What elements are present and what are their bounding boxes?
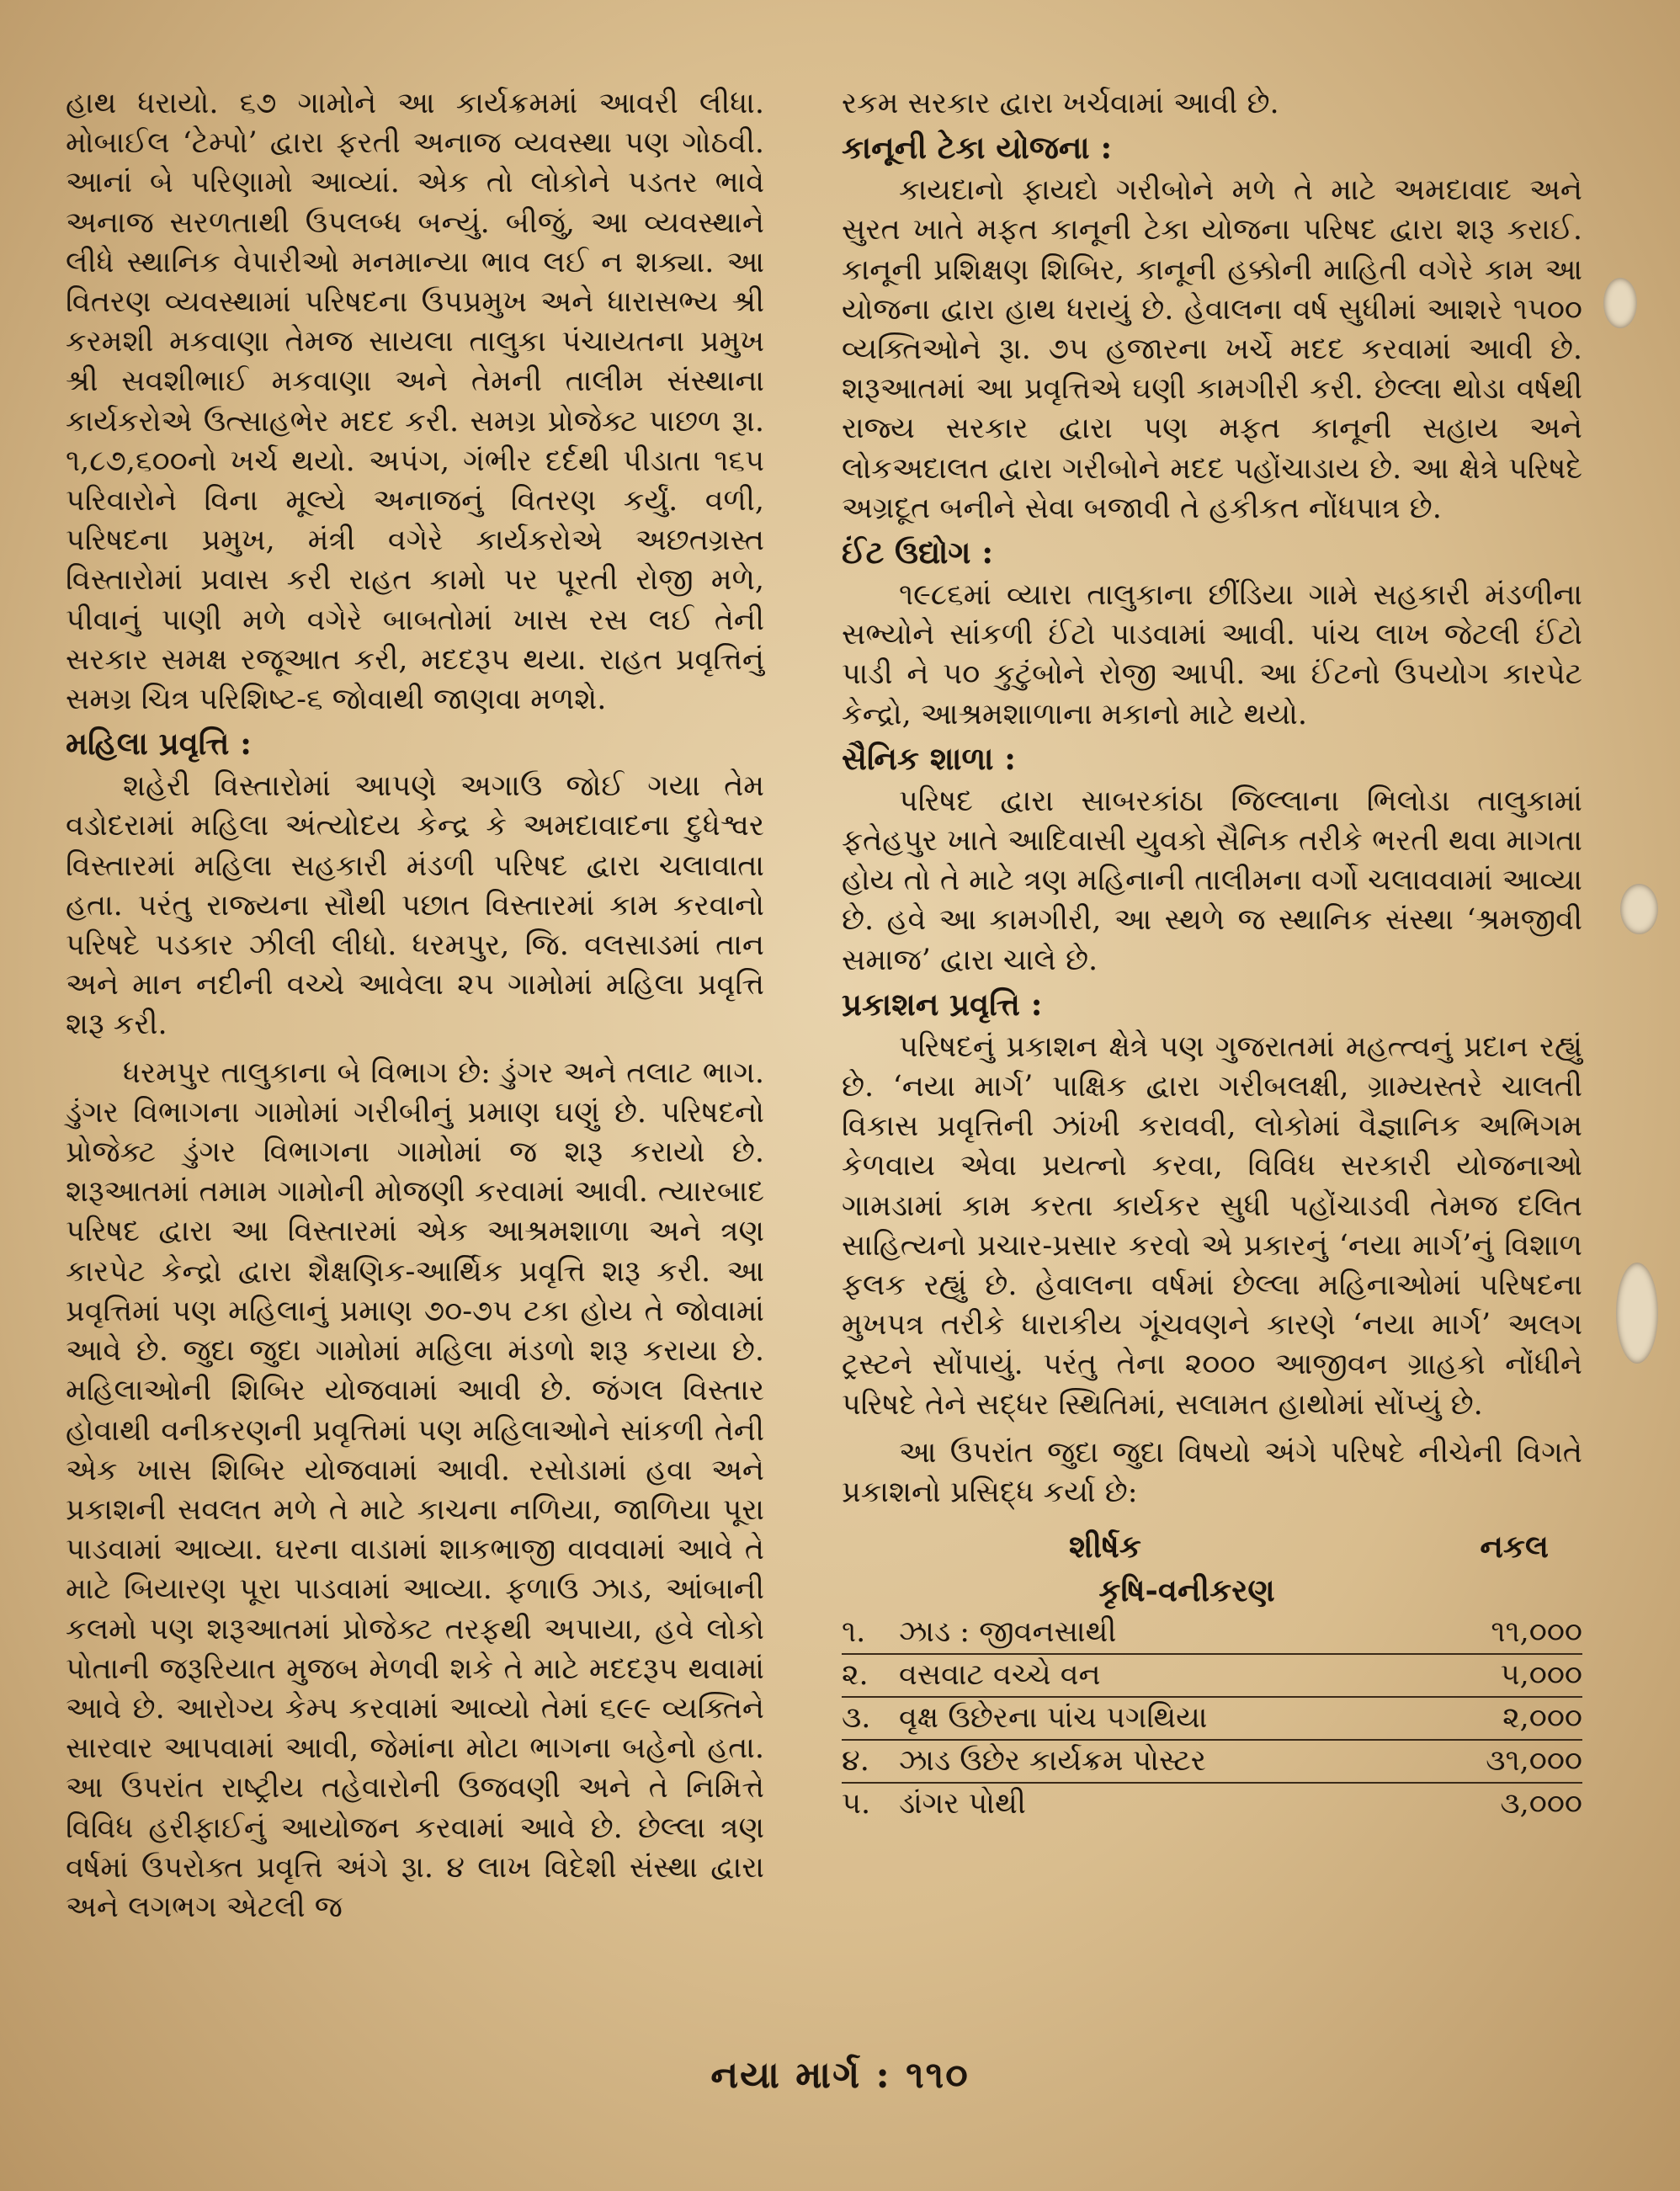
page-damage-mark: [1603, 278, 1637, 328]
row-copies: ૫,૦૦૦: [1500, 1658, 1582, 1693]
paragraph: પરિષદ દ્વારા સાબરકાંઠા જિલ્લાના ભિલોડા તાલુકામાં ફતેહપુર ખાતે આદિવાસી યુવકો સૈનિક તરીકે ભરતી થવા માગતા હોય તો તે માટે ત્રણ મહિનાની તાલીમના વર્ગો ચલાવવામાં આવ્યા છે. હવે આ કામગીરી, આ સ્થળે જ સ્થાનિક સંસ્થા ‘શ્રમજીવી સમાજ’ દ્વારા ચાલે છે.: [842, 784, 1582, 977]
paragraph: આ ઉપરાંત જુદા જુદા વિષયો અંગે પરિષદે નીચેની વિગતે પ્રકાશનો પ્રસિદ્ધ કર્યા છે:: [842, 1435, 1582, 1510]
row-number: ૨.: [842, 1658, 869, 1693]
section-heading-kanuni: કાનૂની ટેકા યોજના :: [842, 129, 1113, 167]
table-row: [842, 1741, 1582, 1784]
page-damage-mark: [1620, 884, 1658, 934]
row-copies: ૩૧,૦૦૦: [1486, 1744, 1582, 1779]
publication-table-header: [842, 1524, 1582, 1568]
table-section-title: કૃષિ-વનીકરણ: [1098, 1571, 1275, 1609]
row-number: ૫.: [842, 1787, 871, 1821]
column-header-copies: નકલ: [1480, 1528, 1549, 1566]
publication-table: [842, 1612, 1582, 1825]
column-header-title: શીર્ષક: [1069, 1528, 1141, 1566]
paragraph: રકમ સરકાર દ્વારા ખર્ચવામાં આવી છે.: [842, 87, 1279, 120]
left-column: [66, 84, 764, 1928]
row-copies: ૧૧,૦૦૦: [1491, 1615, 1582, 1650]
paragraph: હાથ ધરાયો. ૬૭ ગામોને આ કાર્યક્રમમાં આવરી લીધા. મોબાઈલ ‘ટેમ્પો’ દ્વારા ફરતી અનાજ વ્યવસ્થા પણ ગોઠવી. આનાં બે પરિણામો આવ્યાં. એક તો લોકોને પડતર ભાવે અનાજ સરળતાથી ઉપલબ્ધ બન્યું. બીજું, આ વ્યવસ્થાને લીધે સ્થાનિક વેપારીઓ મનમાન્યા ભાવ લઈ ન શક્યા. આ વિતરણ વ્યવસ્થામાં પરિષદના ઉપપ્રમુખ અને ધારાસભ્ય શ્રી કરમશી મકવાણા તેમજ સાયલા તાલુકા પંચાયતના પ્રમુખ શ્રી સવશીભાઈ મકવાણા અને તેમની તાલીમ સંસ્થાના કાર્યકરોએ ઉત્સાહભેર મદદ કરી. સમગ્ર પ્રોજેક્ટ પાછળ રૂા. ૧,૮૭,૬૦૦નો ખર્ચ થયો. અપંગ, ગંભીર દર્દથી પીડાતા ૧૬૫ પરિવારોને વિના મૂલ્યે અનાજનું વિતરણ કર્યું. વળી, પરિષદના પ્રમુખ, મંત્રી વગેરે કાર્યકરોએ અછતગ્રસ્ત વિસ્તારોમાં પ્રવાસ કરી રાહત કામો પર પૂરતી રોજી મળે, પીવાનું પાણી મળે વગેરે બાબતોમાં ખાસ રસ લઈ તેની સરકાર સમક્ષ રજૂઆત કરી, મદદરૂપ થયા. રાહત પ્રવૃત્તિનું સમગ્ર ચિત્ર પરિશિષ્ટ-૬ જોવાથી જાણવા મળશે.: [66, 87, 764, 717]
paragraph: પરિષદનું પ્રકાશન ક્ષેત્રે પણ ગુજરાતમાં મહત્ત્વનું પ્રદાન રહ્યું છે. ‘નયા માર્ગ’ પાક્ષિક દ્વારા ગરીબલક્ષી, ગ્રામ્યસ્તરે ચાલતી વિકાસ પ્રવૃત્તિની ઝાંખી કરાવવી, લોકોમાં વૈજ્ઞાનિક અભિગમ કેળવાય એવા પ્રયત્નો કરવા, વિવિધ સરકારી યોજનાઓ ગામડામાં કામ કરતા કાર્યકર સુધી પહોંચાડવી તેમજ દલિત સાહિત્યનો પ્રચાર-પ્રસાર કરવો એ પ્રકારનું ‘નયા માર્ગ’નું વિશાળ ફલક રહ્યું છે. હેવાલના વર્ષમાં છેલ્લા મહિનાઓમાં પરિષદના મુખપત્ર તરીકે ધારાકીય ગૂંચવણને કારણે ‘નયા માર્ગ’ અલગ ટ્રસ્ટને સોંપાયું. પરંતુ તેના ૨૦૦૦ આજીવન ગ્રાહકો નોંધીને પરિષદે તેને સદ્ધર સ્થિતિમાં, સલામત હાથોમાં સોંપ્યું છે.: [842, 1029, 1582, 1422]
paragraph: ધરમપુર તાલુકાના બે વિભાગ છે: ડુંગર અને તલાટ ભાગ. ડુંગર વિભાગના ગામોમાં ગરીબીનું પ્રમાણ ઘણું છે. પરિષદનો પ્રોજેક્ટ ડુંગર વિભાગના ગામોમાં જ શરૂ કરાયો છે. શરૂઆતમાં તમામ ગામોની મોજણી કરવામાં આવી. ત્યારબાદ પરિષદ દ્વારા આ વિસ્તારમાં એક આશ્રમશાળા અને ત્રણ કારપેટ કેન્દ્રો દ્વારા શૈક્ષણિક-આર્થિક પ્રવૃત્તિ શરૂ કરી. આ પ્રવૃત્તિમાં પણ મહિલાનું પ્રમાણ ૭૦-૭૫ ટકા હોય તે જોવામાં આવે છે. જુદા જુદા ગામોમાં મહિલા મંડળો શરૂ કરાયા છે. મહિલાઓની શિબિર યોજવામાં આવી છે. જંગલ વિસ્તાર હોવાથી વનીકરણની પ્રવૃત્તિમાં પણ મહિલાઓને સાંકળી તેની એક ખાસ શિબિર યોજવામાં આવી. રસોડામાં હવા અને પ્રકાશની સવલત મળે તે માટે કાચના નળિયા, જાળિયા પૂરા પાડવામાં આવ્યા. ઘરના વાડામાં શાકભાજી વાવવામાં આવે તે માટે બિયારણ પૂરા પાડવામાં આવ્યા. ફળાઉ ઝાડ, આંબાની કલમો પણ શરૂઆતમાં પ્રોજેક્ટ તરફથી અપાયા, હવે લોકો પોતાની જરૂરિયાત મુજબ મેળવી શકે તે માટે મદદરૂપ થવામાં આવે છે. આરોગ્ય કેમ્પ કરવામાં આવ્યો તેમાં ૬૯૯ વ્યક્તિને સારવાર આપવામાં આવી, જેમાંના મોટા ભાગના બહેનો હતા. આ ઉપરાંત રાષ્ટ્રીય તહેવારોની ઉજવણી અને તે નિમિત્તે વિવિધ હરીફાઈનું આયોજન કરવામાં આવે છે. છેલ્લા ત્રણ વર્ષમાં ઉપરોક્ત પ્રવૃત્તિ અંગે રૂા. ૪ લાખ વિદેશી સંસ્થા દ્વારા અને લગભગ એટલી જ: [66, 1056, 764, 1924]
paragraph: શહેરી વિસ્તારોમાં આપણે અગાઉ જોઈ ગયા તેમ વડોદરામાં મહિલા અંત્યોદય કેન્દ્ર કે અમદાવાદના દુધેશ્વર વિસ્તારમાં મહિલા સહકારી મંડળી પરિષદ દ્વારા ચલાવાતા હતા. પરંતુ રાજ્યના સૌથી પછાત વિસ્તારમાં કામ કરવાનો પરિષદે પડકાર ઝીલી લીધો. ધરમપુર, જિ. વલસાડમાં તાન અને માન નદીની વચ્ચે આવેલા ૨૫ ગામોમાં મહિલા પ્રવૃત્તિ શરૂ કરી.: [66, 769, 764, 1042]
row-title: વસવાટ વચ્ચે વન: [899, 1658, 1101, 1693]
paragraph: કાયદાનો ફાયદો ગરીબોને મળે તે માટે અમદાવાદ અને સુરત ખાતે મફત કાનૂની ટેકા યોજના પરિષદ દ્વારા શરૂ કરાઈ. કાનૂની પ્રશિક્ષણ શિબિર, કાનૂની હક્કોની માહિતી વગેરે કામ આ યોજના દ્વારા હાથ ધરાયું છે. હેવાલના વર્ષ સુધીમાં આશરે ૧૫૦૦ વ્યક્તિઓને રૂા. ૭૫ હજારના ખર્ચે મદદ કરવામાં આવી છે. શરૂઆતમાં આ પ્રવૃત્તિએ ઘણી કામગીરી કરી. છેલ્લા થોડા વર્ષથી રાજ્ય સરકાર દ્વારા પણ મફત કાનૂની સહાય અને લોકઅદાલત દ્વારા ગરીબોને મદદ પહોંચાડાય છે. આ ક્ષેત્રે પરિષદે અગ્રદૂત બનીને સેવા બજાવી તે હકીકત નોંધપાત્ર છે.: [842, 173, 1582, 525]
row-number: ૩.: [842, 1701, 871, 1736]
section-heading-prakashan: પ્રકાશન પ્રવૃત્તિ :: [842, 985, 1043, 1023]
row-title: ઝાડ ઉછેર કાર્યક્રમ પોસ્ટર: [899, 1744, 1206, 1779]
row-title: વૃક્ષ ઉછેરના પાંચ પગથિયા: [899, 1701, 1208, 1736]
right-column: [842, 84, 1582, 1825]
page-footer: નયા માર્ગ : ૧૧૦: [710, 2054, 970, 2097]
row-copies: ૩,૦૦૦: [1500, 1787, 1582, 1821]
paragraph: ૧૯૮૬માં વ્યારા તાલુકાના છીંડિયા ગામે સહકારી મંડળીના સભ્યોને સાંકળી ઈંટો પાડવામાં આવી. પાંચ લાખ જેટલી ઈંટો પાડી ને ૫૦ કુટુંબોને રોજી આપી. આ ઈંટનો ઉપયોગ કારપેટ કેન્દ્રો, આશ્રમશાળાના મકાનો માટે થયો.: [842, 578, 1582, 731]
section-heading-int-udyog: ઈંટ ઉદ્યોગ :: [842, 534, 993, 572]
table-row: [842, 1612, 1582, 1655]
row-title: ઝાડ : જીવનસાથી: [899, 1615, 1117, 1650]
row-number: ૧.: [842, 1615, 866, 1650]
row-number: ૪.: [842, 1744, 869, 1779]
section-heading-mahila: મહિલા પ્રવૃત્તિ :: [66, 725, 252, 763]
page-damage-mark: [1616, 1263, 1658, 1364]
row-copies: ૨,૦૦૦: [1502, 1701, 1582, 1736]
section-heading-sainik: સૈનિક શાળા :: [842, 739, 1016, 777]
table-row: [842, 1698, 1582, 1741]
table-row: [842, 1784, 1582, 1825]
table-row: [842, 1655, 1582, 1698]
row-title: ડાંગર પોથી: [899, 1787, 1026, 1821]
